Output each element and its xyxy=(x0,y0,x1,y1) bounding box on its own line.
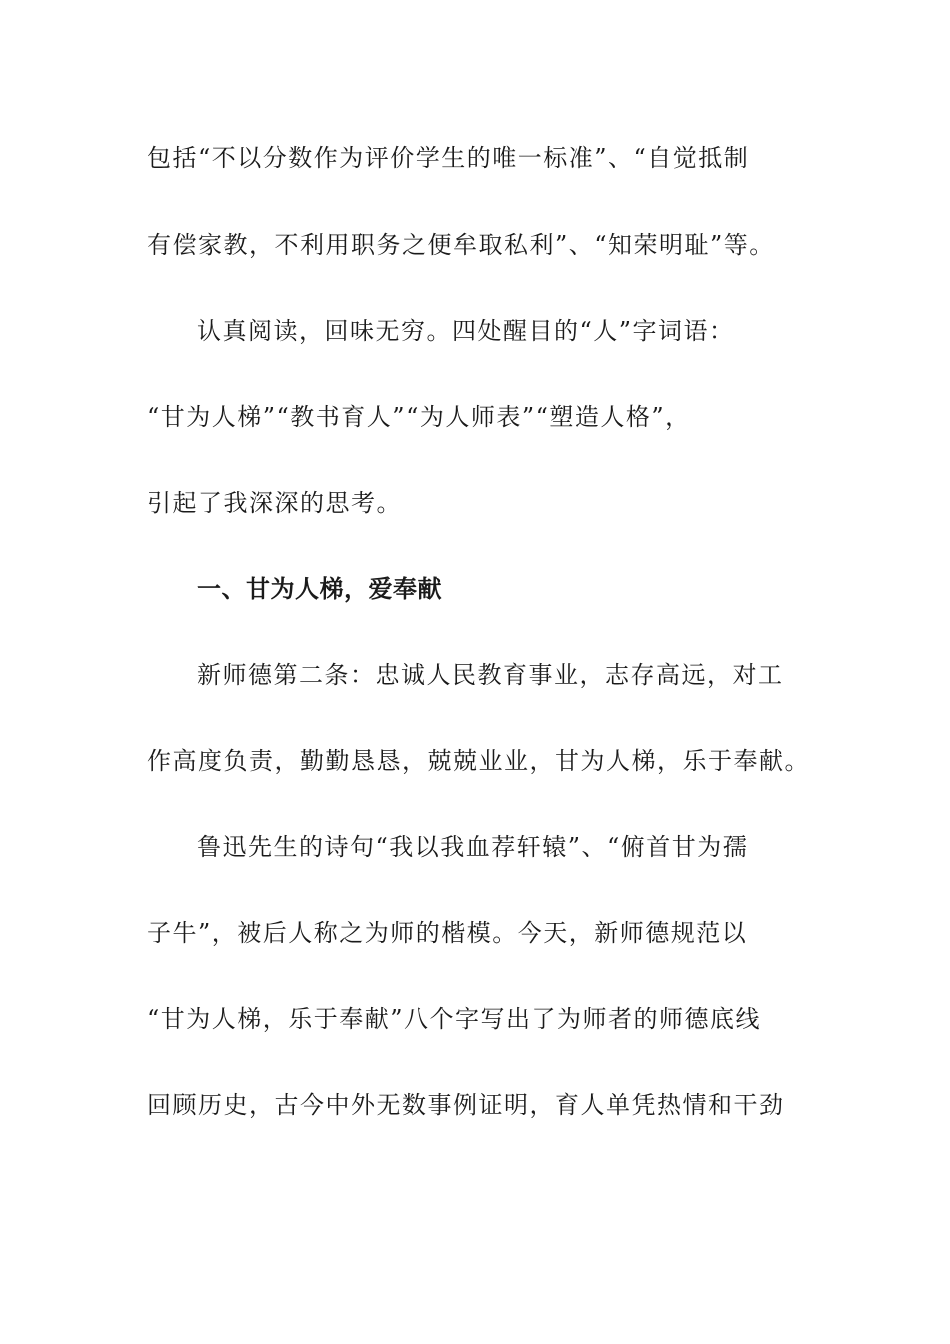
paragraph-line: 子牛”，被后人称之为师的楷模。今天，新师德规范以 xyxy=(147,919,748,947)
paragraph-line: 认真阅读，回味无穷。四处醒目的“人”字词语： xyxy=(197,317,735,345)
paragraph-line: 有偿家教，不利用职务之便牟取私利”、“知荣明耻”等。 xyxy=(147,231,775,259)
paragraph-line: “甘为人梯”“教书育人”“为人师表”“塑造人格”， xyxy=(147,403,691,431)
paragraph-line: 新师德第二条：忠诚人民教育事业，志存高远，对工 xyxy=(197,661,784,689)
paragraph-line: 作高度负责，勤勤恳恳，兢兢业业，甘为人梯，乐于奉献。 xyxy=(147,747,810,775)
paragraph-line: 引起了我深深的思考。 xyxy=(147,489,402,517)
paragraph-line: 包括“不以分数作为评价学生的唯一标准”、“自觉抵制 xyxy=(147,144,750,172)
paragraph-line: 鲁迅先生的诗句“我以我血荐轩辕”、“俯首甘为孺 xyxy=(197,833,749,861)
section-heading: 一、甘为人梯，爱奉献 xyxy=(197,575,442,603)
paragraph-line: 回顾历史，古今中外无数事例证明，育人单凭热情和干劲 xyxy=(147,1091,785,1119)
paragraph-line: “甘为人梯，乐于奉献”八个字写出了为师者的师德底线 xyxy=(147,1005,762,1033)
